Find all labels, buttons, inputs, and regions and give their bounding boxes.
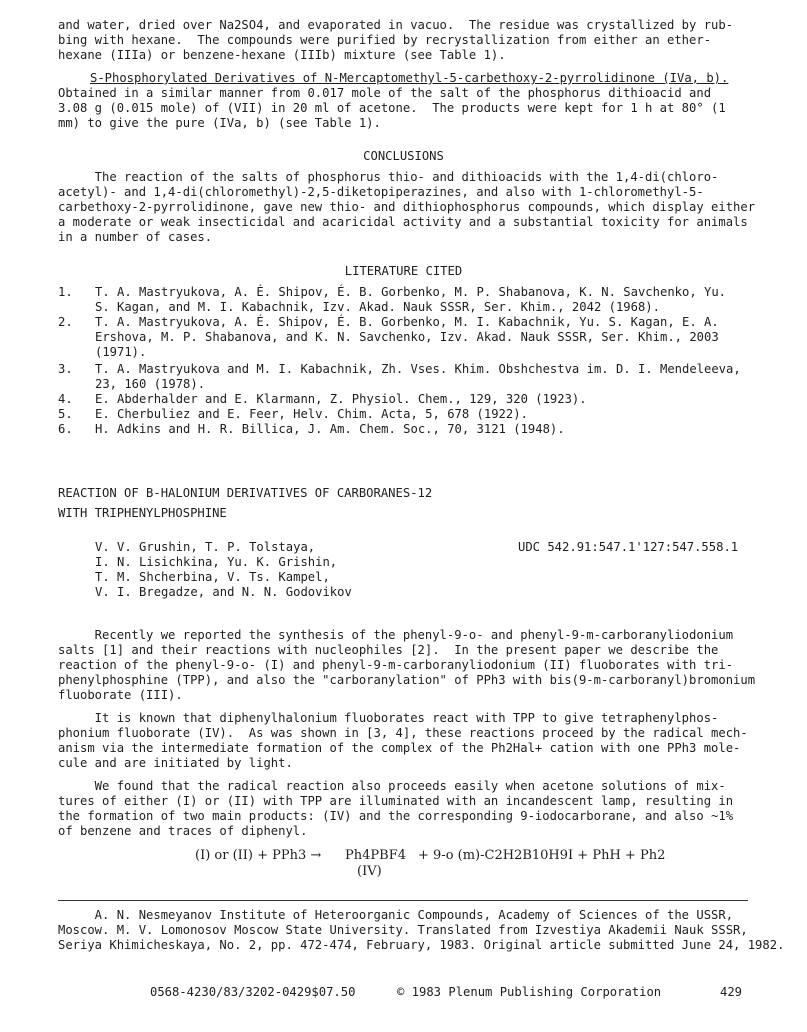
text-line: anism via the intermediate formation of the complex of the Ph2Hal+ cation with one PPh3 mole- — [58, 741, 741, 755]
page-number: 429 — [720, 985, 743, 999]
copyright-notice: © 1983 Plenum Publishing Corporation — [397, 985, 662, 999]
reference-number: 2. — [58, 315, 73, 329]
author-line: V. V. Grushin, T. P. Tolstaya, — [95, 540, 316, 554]
text-line: fluoborate (III). — [58, 688, 183, 702]
text-line: mm) to give the pure (IVa, b) (see Table 1). — [58, 116, 381, 130]
reference-line: T. A. Mastryukova, A. É. Shipov, É. B. Gorbenko, M. I. Kabachnik, Yu. S. Kagan, E. A. — [95, 315, 719, 329]
reference-number: 1. — [58, 285, 73, 299]
text-line: hexane (IIIa) or benzene-hexane (IIIb) mixture (see Table 1). — [58, 48, 506, 62]
text-line: Obtained in a similar manner from 0.017 mole of the salt of the phosphorus dithioacid and — [58, 86, 712, 100]
reference-line: E. Abderhalder and E. Klarmann, Z. Physiol. Chem., 129, 320 (1923). — [95, 392, 587, 406]
reference-number: 6. — [58, 422, 73, 436]
literature-title: LITERATURE CITED — [344, 264, 463, 278]
text-line: carbethoxy-2-pyrrolidinone, gave new thio- and dithiophosphorus compounds, which display either — [58, 200, 756, 214]
equation-rest: + 9-o (m)-C2H2B10H9I + PhH + Ph2 — [418, 848, 666, 863]
publication-code: 0568-4230/83/3202-0429$07.50 — [150, 985, 356, 999]
reference-line: (1971). — [95, 345, 147, 359]
reference-line: T. A. Mastryukova and M. I. Kabachnik, Zh. Vses. Khim. Obshchestva im. D. I. Mendeleeva, — [95, 362, 741, 376]
equation-product: Ph4PBF4 — [345, 848, 406, 863]
text-line: A. N. Nesmeyanov Institute of Heteroorganic Compounds, Academy of Sciences of the USSR, — [58, 908, 734, 922]
text-line: phenylphosphine (TPP), and also the "carboranylation" of PPh3 with bis(9-m-carboranyl)bromonium — [58, 673, 756, 687]
text-line: We found that the radical reaction also proceeds easily when acetone solutions of mix- — [58, 779, 726, 793]
reference-line: H. Adkins and H. R. Billica, J. Am. Chem. Soc., 70, 3121 (1948). — [95, 422, 565, 436]
text-line: in a number of cases. — [58, 230, 213, 244]
text-line: salts [1] and their reactions with nucleophiles [2]. In the present paper we describe the — [58, 643, 719, 657]
title-line: REACTION OF B-HALONIUM DERIVATIVES OF CARBORANES-12 — [58, 486, 433, 500]
reference-line: S. Kagan, and M. I. Kabachnik, Izv. Akad. Nauk SSSR, Ser. Khim., 2042 (1968). — [95, 300, 660, 314]
text-line: and water, dried over Na2SO4, and evaporated in vacuo. The residue was crystallized by rub- — [58, 18, 734, 32]
author-line: T. M. Shcherbina, V. Ts. Kampel, — [95, 570, 330, 584]
reference-line: T. A. Mastryukova, A. É. Shipov, É. B. Gorbenko, M. P. Shabanova, K. N. Savchenko, Yu. — [95, 285, 727, 299]
reference-number: 3. — [58, 362, 73, 376]
text-line: of benzene and traces of diphenyl. — [58, 824, 308, 838]
text-line: tures of either (I) or (II) with TPP are illuminated with an incandescent lamp, resulting in — [58, 794, 734, 808]
footnote-rule — [58, 900, 748, 901]
reference-number: 5. — [58, 407, 73, 421]
reference-line: E. Cherbuliez and E. Feer, Helv. Chim. Acta, 5, 678 (1922). — [95, 407, 528, 421]
text-line: It is known that diphenylhalonium fluoborates react with TPP to give tetraphenylphos- — [58, 711, 719, 725]
author-line: V. I. Bregadze, and N. N. Godovikov — [95, 585, 352, 599]
text-line: a moderate or weak insecticidal and acaricidal activity and a substantial toxicity for animals — [58, 215, 748, 229]
text-line: acetyl)- and 1,4-di(chloromethyl)-2,5-diketopiperazines, and also with 1-chloromethyl-5- — [58, 185, 704, 199]
text-line: reaction of the phenyl-9-o- (I) and phenyl-9-m-carboranyliodonium (II) fluoborates with tri- — [58, 658, 734, 672]
reference-number: 4. — [58, 392, 73, 406]
reference-line: Ershova, M. P. Shabanova, and K. N. Savchenko, Izv. Akad. Nauk SSSR, Ser. Khim., 2003 — [95, 330, 719, 344]
text-line: 3.08 g (0.015 mole) of (VII) in 20 ml of acetone. The products were kept for 1 h at 80° (1 — [58, 101, 726, 115]
equation-lhs: (I) or (II) + PPh3 → — [195, 848, 322, 863]
text-line: The reaction of the salts of phosphorus thio- and dithioacids with the 1,4-di(chloro- — [58, 170, 719, 184]
section-heading: S-Phosphorylated Derivatives of N-Mercaptomethyl-5-carbethoxy-2-pyrrolidinone (IVa, b). — [90, 71, 729, 85]
text-line: phonium fluoborate (IV). As was shown in [3, 4], these reactions proceed by the radical mech- — [58, 726, 748, 740]
text-line: Seriya Khimicheskaya, No. 2, pp. 472-474, February, 1983. Original article submitted June 24, 1982. — [58, 938, 785, 952]
udc-code: UDC 542.91:547.1'127:547.558.1 — [518, 540, 739, 554]
reference-line: 23, 160 (1978). — [95, 377, 206, 391]
text-line: bing with hexane. The compounds were purified by recrystallization from either an ether- — [58, 33, 712, 47]
author-line: I. N. Lisichkina, Yu. K. Grishin, — [95, 555, 338, 569]
title-line: WITH TRIPHENYLPHOSPHINE — [58, 506, 227, 520]
conclusions-title: CONCLUSIONS — [363, 149, 444, 163]
text-line: cule and are initiated by light. — [58, 756, 293, 770]
equation-label: (IV) — [357, 864, 382, 879]
text-line: Recently we reported the synthesis of the phenyl-9-o- and phenyl-9-m-carboranyliodonium — [58, 628, 734, 642]
text-line: the formation of two main products: (IV) and the corresponding 9-iodocarborane, and also ~1% — [58, 809, 734, 823]
text-line: Moscow. M. V. Lomonosov Moscow State University. Translated from Izvestiya Akademii Nauk SSSR, — [58, 923, 748, 937]
